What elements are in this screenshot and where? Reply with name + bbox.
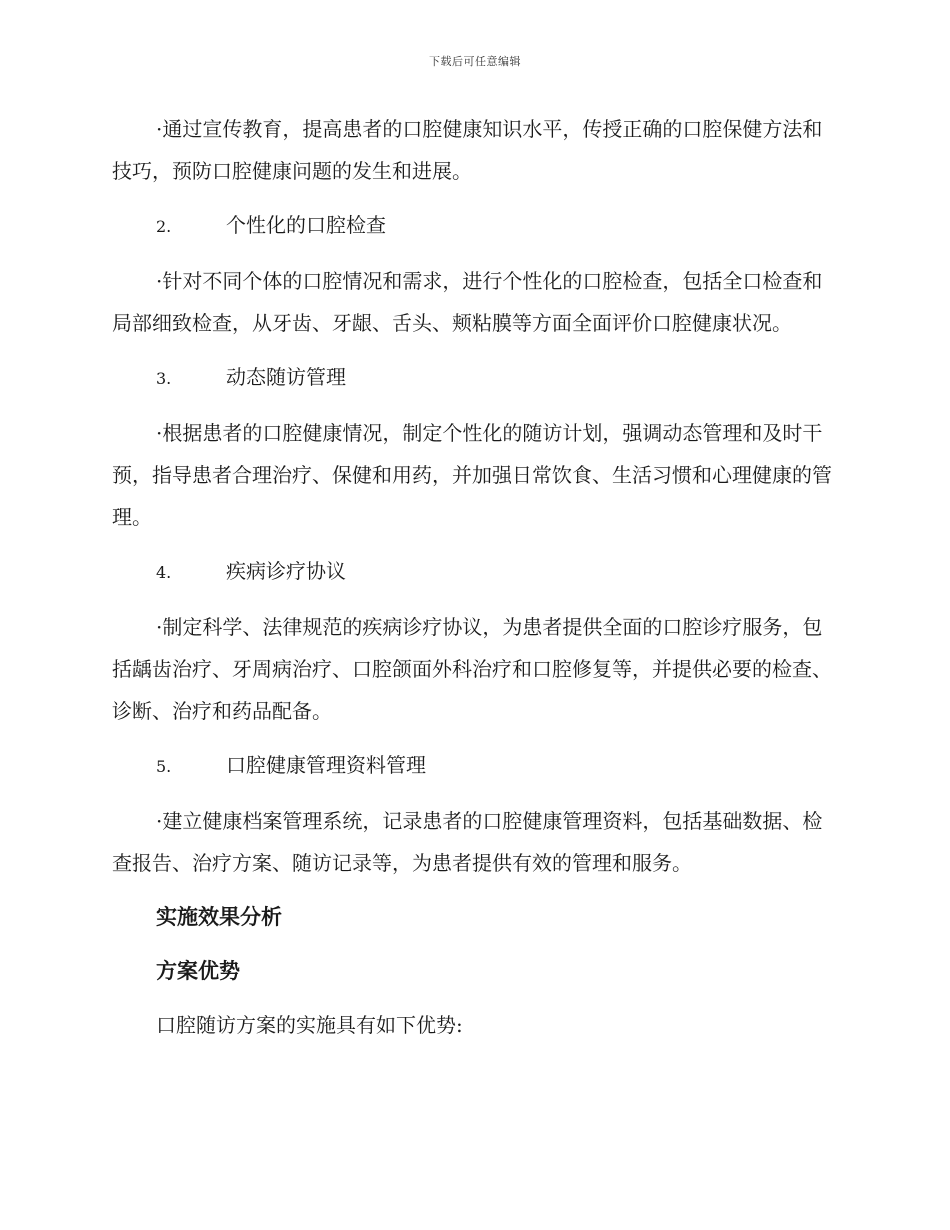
section-title-effect-analysis: 实施效果分析	[156, 905, 282, 929]
list-item-personalized-exam	[112, 204, 832, 248]
paragraph-records-management: ·建立健康档案管理系统，记录患者的口腔健康管理资料，包括基础数据、检查报告、治疗方案、随访记录等，为患者提供有效的管理和服务。	[112, 809, 823, 875]
list-item-number: 4.	[156, 563, 172, 582]
list-item-number: 5.	[156, 757, 172, 776]
list-item-title: 疾病诊疗协议	[226, 559, 346, 583]
list-item-title: 口腔健康管理资料管理	[226, 753, 426, 777]
list-item-records-management	[112, 744, 832, 788]
paragraph-dynamic-followup: ·根据患者的口腔健康情况，制定个性化的随访计划，强调动态管理和及时干预，指导患者合理治疗、保健和用药，并加强日常饮食、生活习惯和心理健康的管理。	[112, 421, 832, 529]
document-body	[112, 108, 832, 1058]
paragraph-treatment-protocol: ·制定科学、法律规范的疾病诊疗协议，为患者提供全面的口腔诊疗服务，包括龋齿治疗、牙周病治疗、口腔颌面外科治疗和口腔修复等，并提供必要的检查、诊断、治疗和药品配备。	[112, 615, 832, 723]
list-item-title: 动态随访管理	[226, 365, 346, 389]
paragraph-personalized-exam: ·针对不同个体的口腔情况和需求，进行个性化的口腔检查，包括全口检查和局部细致检查，从牙齿、牙龈、舌头、颊粘膜等方面全面评价口腔健康状况。	[112, 269, 823, 335]
section-title-advantages: 方案优势	[156, 959, 240, 983]
list-item-title: 个性化的口腔检查	[226, 213, 386, 237]
list-item-treatment-protocol	[112, 550, 832, 594]
list-item-number: 3.	[156, 369, 172, 388]
list-item-dynamic-followup	[112, 356, 832, 400]
list-item-number: 2.	[156, 217, 172, 236]
paragraph-health-education: ·通过宣传教育，提高患者的口腔健康知识水平，传授正确的口腔保健方法和技巧，预防口腔健康问题的发生和进展。	[112, 117, 823, 183]
page-header: 下载后可任意编辑	[429, 55, 521, 68]
paragraph-advantages-intro: 口腔随访方案的实施具有如下优势:	[156, 1013, 463, 1037]
